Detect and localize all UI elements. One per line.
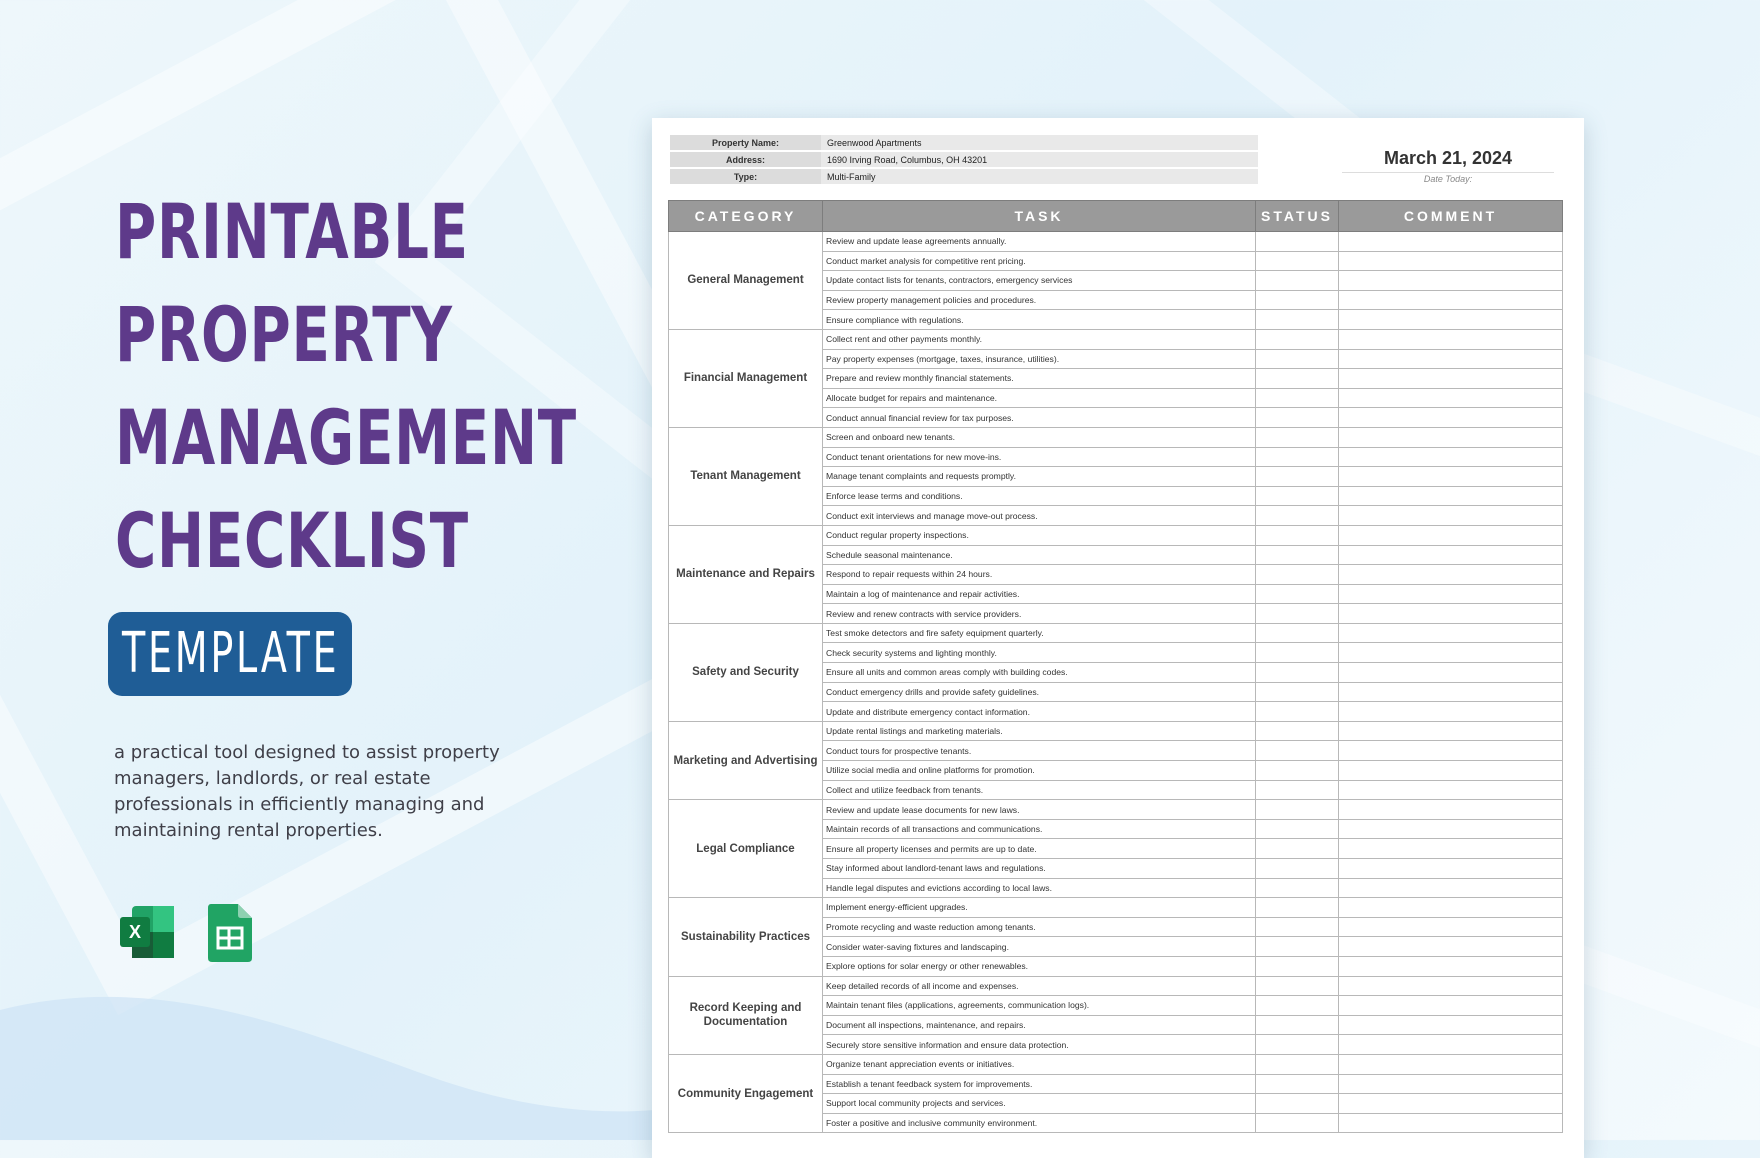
- comment-cell[interactable]: [1339, 996, 1563, 1016]
- status-cell[interactable]: [1256, 839, 1339, 859]
- status-cell[interactable]: [1256, 761, 1339, 781]
- status-cell[interactable]: [1256, 682, 1339, 702]
- comment-cell[interactable]: [1339, 780, 1563, 800]
- task-cell: Promote recycling and waste reduction among tenants.: [823, 917, 1256, 937]
- status-cell[interactable]: [1256, 917, 1339, 937]
- task-cell: Maintain a log of maintenance and repair activities.: [823, 584, 1256, 604]
- comment-cell[interactable]: [1339, 1035, 1563, 1055]
- category-cell: Maintenance and Repairs: [669, 525, 823, 623]
- status-cell[interactable]: [1256, 271, 1339, 291]
- status-cell[interactable]: [1256, 310, 1339, 330]
- date-label: Date Today:: [1423, 174, 1473, 184]
- category-cell: Record Keeping and Documentation: [669, 976, 823, 1054]
- comment-cell[interactable]: [1339, 878, 1563, 898]
- table-row: [669, 898, 1563, 918]
- status-cell[interactable]: [1256, 663, 1339, 683]
- task-cell: Conduct emergency drills and provide safety guidelines.: [823, 682, 1256, 702]
- task-cell: Conduct tenant orientations for new move-ins.: [823, 447, 1256, 467]
- status-cell[interactable]: [1256, 486, 1339, 506]
- status-cell[interactable]: [1256, 349, 1339, 369]
- category-cell: Financial Management: [669, 329, 823, 427]
- status-cell[interactable]: [1256, 956, 1339, 976]
- column-header-task: TASK: [823, 201, 1256, 232]
- task-cell: Prepare and review monthly financial statements.: [823, 369, 1256, 389]
- task-cell: Establish a tenant feedback system for improvements.: [823, 1074, 1256, 1094]
- comment-cell[interactable]: [1339, 800, 1563, 820]
- status-cell[interactable]: [1256, 741, 1339, 761]
- status-cell[interactable]: [1256, 545, 1339, 565]
- task-cell: Organize tenant appreciation events or initiatives.: [823, 1054, 1256, 1074]
- column-header-comment: COMMENT: [1339, 201, 1563, 232]
- template-badge: [108, 612, 352, 696]
- type-row: [670, 169, 1258, 184]
- status-cell[interactable]: [1256, 565, 1339, 585]
- status-cell[interactable]: [1256, 369, 1339, 389]
- comment-cell[interactable]: [1339, 839, 1563, 859]
- category-cell: Community Engagement: [669, 1054, 823, 1132]
- task-cell: Update and distribute emergency contact information.: [823, 702, 1256, 722]
- status-cell[interactable]: [1256, 584, 1339, 604]
- badge-label: TEMPLATE: [122, 621, 340, 686]
- comment-cell[interactable]: [1339, 702, 1563, 722]
- checklist-body: [669, 232, 1563, 1133]
- status-cell[interactable]: [1256, 427, 1339, 447]
- comment-cell[interactable]: [1339, 369, 1563, 389]
- comment-cell[interactable]: [1339, 682, 1563, 702]
- status-cell[interactable]: [1256, 329, 1339, 349]
- column-header-status: STATUS: [1256, 201, 1339, 232]
- task-cell: Review and renew contracts with service providers.: [823, 604, 1256, 624]
- task-cell: Ensure compliance with regulations.: [823, 310, 1256, 330]
- status-cell[interactable]: [1256, 1113, 1339, 1133]
- comment-cell[interactable]: [1339, 408, 1563, 428]
- table-row: [669, 976, 1563, 996]
- task-cell: Conduct tours for prospective tenants.: [823, 741, 1256, 761]
- title-line: CHECKLIST: [115, 496, 469, 585]
- status-cell[interactable]: [1256, 702, 1339, 722]
- task-cell: Review and update lease agreements annually.: [823, 232, 1256, 252]
- description: a practical tool designed to assist property managers, landlords, or real estate professionals in efficiently managing and maintaining rental properties.: [114, 742, 500, 841]
- task-cell: Screen and onboard new tenants.: [823, 427, 1256, 447]
- comment-cell[interactable]: [1339, 1054, 1563, 1074]
- task-cell: Review and update lease documents for new laws.: [823, 800, 1256, 820]
- comment-cell[interactable]: [1339, 232, 1563, 252]
- info-value[interactable]: Multi-Family: [821, 169, 1258, 184]
- comment-cell[interactable]: [1339, 741, 1563, 761]
- comment-cell[interactable]: [1339, 937, 1563, 957]
- comment-cell[interactable]: [1339, 251, 1563, 271]
- address-row: [670, 152, 1258, 167]
- status-cell[interactable]: [1256, 251, 1339, 271]
- task-cell: Conduct exit interviews and manage move-out process.: [823, 506, 1256, 526]
- task-cell: Allocate budget for repairs and maintenance.: [823, 388, 1256, 408]
- info-label: Address:: [670, 152, 821, 167]
- task-cell: Check security systems and lighting monthly.: [823, 643, 1256, 663]
- property-info: [670, 133, 1258, 186]
- task-cell: Consider water-saving fixtures and landscaping.: [823, 937, 1256, 957]
- comment-cell[interactable]: [1339, 290, 1563, 310]
- comment-cell[interactable]: [1339, 976, 1563, 996]
- comment-cell[interactable]: [1339, 271, 1563, 291]
- header-row: [669, 201, 1563, 232]
- comment-cell[interactable]: [1339, 1113, 1563, 1133]
- status-cell[interactable]: [1256, 878, 1339, 898]
- task-cell: Pay property expenses (mortgage, taxes, insurance, utilities).: [823, 349, 1256, 369]
- task-cell: Conduct market analysis for competitive rent pricing.: [823, 251, 1256, 271]
- task-cell: Collect and utilize feedback from tenants.: [823, 780, 1256, 800]
- table-row: [669, 1054, 1563, 1074]
- status-cell[interactable]: [1256, 525, 1339, 545]
- checklist-table: [668, 200, 1563, 1133]
- comment-cell[interactable]: [1339, 643, 1563, 663]
- status-cell[interactable]: [1256, 506, 1339, 526]
- status-cell[interactable]: [1256, 290, 1339, 310]
- status-cell[interactable]: [1256, 976, 1339, 996]
- comment-cell[interactable]: [1339, 956, 1563, 976]
- comment-cell[interactable]: [1339, 584, 1563, 604]
- category-cell: Tenant Management: [669, 427, 823, 525]
- status-cell[interactable]: [1256, 937, 1339, 957]
- task-cell: Ensure all property licenses and permits are up to date.: [823, 839, 1256, 859]
- comment-cell[interactable]: [1339, 565, 1563, 585]
- status-cell[interactable]: [1256, 623, 1339, 643]
- background-wave: [0, 970, 760, 1140]
- task-cell: Update rental listings and marketing materials.: [823, 721, 1256, 741]
- task-cell: Securely store sensitive information and ensure data protection.: [823, 1035, 1256, 1055]
- category-cell: Marketing and Advertising: [669, 721, 823, 799]
- status-cell[interactable]: [1256, 604, 1339, 624]
- comment-cell[interactable]: [1339, 859, 1563, 879]
- comment-cell[interactable]: [1339, 486, 1563, 506]
- status-cell[interactable]: [1256, 996, 1339, 1016]
- date-divider: [1342, 172, 1554, 173]
- table-row: [669, 427, 1563, 447]
- task-cell: Test smoke detectors and fire safety equipment quarterly.: [823, 623, 1256, 643]
- task-cell: Respond to repair requests within 24 hours.: [823, 565, 1256, 585]
- info-label: Type:: [670, 169, 821, 184]
- comment-cell[interactable]: [1339, 545, 1563, 565]
- status-cell[interactable]: [1256, 643, 1339, 663]
- task-cell: Conduct regular property inspections.: [823, 525, 1256, 545]
- task-cell: Keep detailed records of all income and expenses.: [823, 976, 1256, 996]
- status-cell[interactable]: [1256, 1094, 1339, 1114]
- task-cell: Maintain tenant files (applications, agreements, communication logs).: [823, 996, 1256, 1016]
- task-cell: Manage tenant complaints and requests promptly.: [823, 467, 1256, 487]
- task-cell: Schedule seasonal maintenance.: [823, 545, 1256, 565]
- info-label: Property Name:: [670, 135, 821, 150]
- date-value[interactable]: March 21, 2024: [1383, 148, 1513, 168]
- status-cell[interactable]: [1256, 1035, 1339, 1055]
- comment-cell[interactable]: [1339, 1094, 1563, 1114]
- comment-cell[interactable]: [1339, 506, 1563, 526]
- status-cell[interactable]: [1256, 819, 1339, 839]
- category-cell: Sustainability Practices: [669, 898, 823, 976]
- status-cell[interactable]: [1256, 232, 1339, 252]
- table-row: [669, 721, 1563, 741]
- task-cell: Implement energy-efficient upgrades.: [823, 898, 1256, 918]
- table-row: [669, 623, 1563, 643]
- task-cell: Review property management policies and procedures.: [823, 290, 1256, 310]
- column-header-category: CATEGORY: [669, 201, 823, 232]
- task-cell: Maintain records of all transactions and communications.: [823, 819, 1256, 839]
- info-value[interactable]: Greenwood Apartments: [821, 135, 1258, 150]
- status-cell[interactable]: [1256, 721, 1339, 741]
- table-row: [669, 800, 1563, 820]
- title-line: PRINTABLE: [115, 187, 469, 276]
- comment-cell[interactable]: [1339, 329, 1563, 349]
- task-cell: Support local community projects and services.: [823, 1094, 1256, 1114]
- task-cell: Conduct annual financial review for tax purposes.: [823, 408, 1256, 428]
- comment-cell[interactable]: [1339, 819, 1563, 839]
- status-cell[interactable]: [1256, 1015, 1339, 1035]
- comment-cell[interactable]: [1339, 663, 1563, 683]
- excel-icon-letter: X: [128, 922, 142, 942]
- info-value[interactable]: 1690 Irving Road, Columbus, OH 43201: [821, 152, 1258, 167]
- task-cell: Utilize social media and online platforms for promotion.: [823, 761, 1256, 781]
- excel-icon[interactable]: [118, 904, 176, 960]
- comment-cell[interactable]: [1339, 917, 1563, 937]
- status-cell[interactable]: [1256, 800, 1339, 820]
- comment-cell[interactable]: [1339, 310, 1563, 330]
- task-cell: Ensure all units and common areas comply with building codes.: [823, 663, 1256, 683]
- status-cell[interactable]: [1256, 388, 1339, 408]
- comment-cell[interactable]: [1339, 1074, 1563, 1094]
- comment-cell[interactable]: [1339, 898, 1563, 918]
- comment-cell[interactable]: [1339, 447, 1563, 467]
- category-cell: Safety and Security: [669, 623, 823, 721]
- task-cell: Update contact lists for tenants, contractors, emergency services: [823, 271, 1256, 291]
- comment-cell[interactable]: [1339, 427, 1563, 447]
- category-cell: Legal Compliance: [669, 800, 823, 898]
- comment-cell[interactable]: [1339, 349, 1563, 369]
- status-cell[interactable]: [1256, 447, 1339, 467]
- comment-cell[interactable]: [1339, 525, 1563, 545]
- task-cell: Collect rent and other payments monthly.: [823, 329, 1256, 349]
- checklist-sheet: [652, 118, 1584, 1158]
- task-cell: Document all inspections, maintenance, and repairs.: [823, 1015, 1256, 1035]
- status-cell[interactable]: [1256, 1074, 1339, 1094]
- comment-cell[interactable]: [1339, 623, 1563, 643]
- task-cell: Stay informed about landlord-tenant laws and regulations.: [823, 859, 1256, 879]
- page-title: [115, 180, 577, 592]
- google-sheets-icon[interactable]: [208, 904, 252, 962]
- task-cell: Handle legal disputes and evictions according to local laws.: [823, 878, 1256, 898]
- property-name-row: [670, 135, 1258, 150]
- status-cell[interactable]: [1256, 859, 1339, 879]
- category-cell: General Management: [669, 232, 823, 330]
- comment-cell[interactable]: [1339, 761, 1563, 781]
- status-cell[interactable]: [1256, 1054, 1339, 1074]
- title-line: PROPERTY: [115, 290, 453, 379]
- comment-cell[interactable]: [1339, 1015, 1563, 1035]
- comment-cell[interactable]: [1339, 721, 1563, 741]
- status-cell[interactable]: [1256, 780, 1339, 800]
- status-cell[interactable]: [1256, 467, 1339, 487]
- comment-cell[interactable]: [1339, 604, 1563, 624]
- task-cell: Explore options for solar energy or other renewables.: [823, 956, 1256, 976]
- status-cell[interactable]: [1256, 898, 1339, 918]
- title-line: MANAGEMENT: [115, 393, 577, 482]
- table-row: [669, 232, 1563, 252]
- table-row: [669, 525, 1563, 545]
- comment-cell[interactable]: [1339, 388, 1563, 408]
- comment-cell[interactable]: [1339, 467, 1563, 487]
- task-cell: Foster a positive and inclusive community environment.: [823, 1113, 1256, 1133]
- table-row: [669, 329, 1563, 349]
- status-cell[interactable]: [1256, 408, 1339, 428]
- task-cell: Enforce lease terms and conditions.: [823, 486, 1256, 506]
